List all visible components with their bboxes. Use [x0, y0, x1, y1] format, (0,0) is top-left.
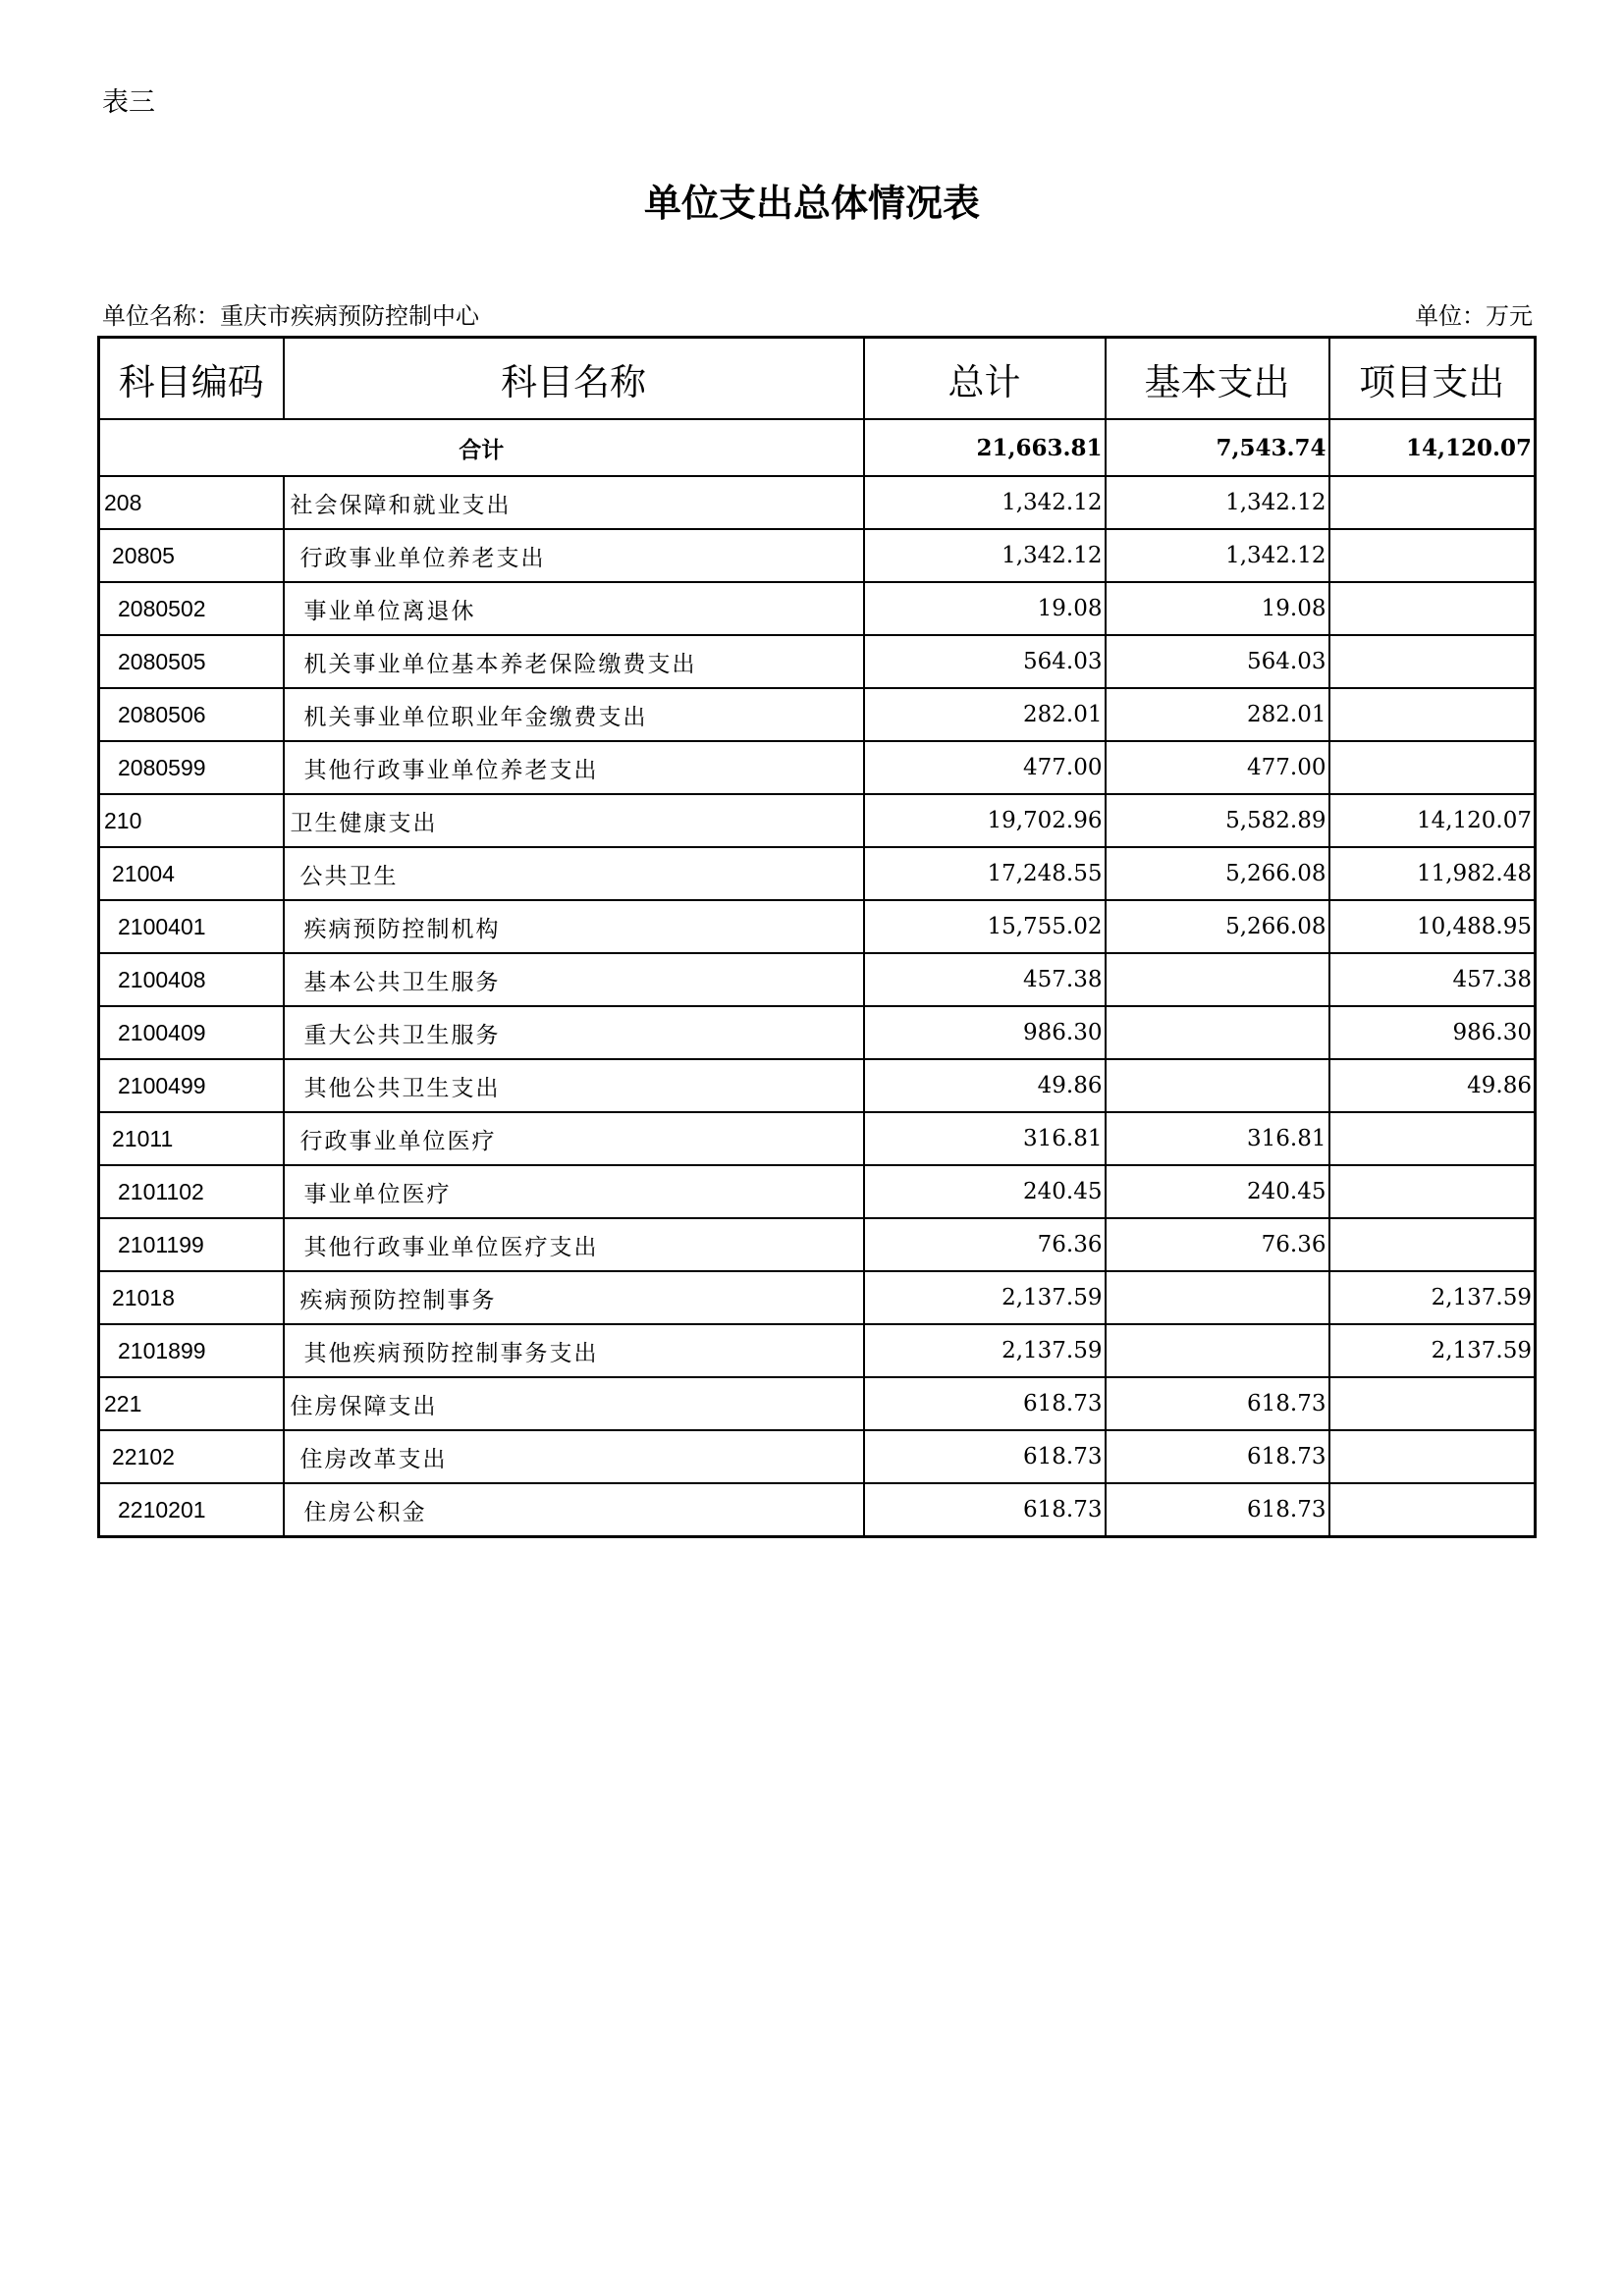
cell-basic [1106, 1006, 1329, 1059]
cell-project [1329, 1377, 1536, 1430]
header-basic: 基本支出 [1106, 338, 1329, 420]
cell-name: 住房公积金 [284, 1483, 864, 1537]
cell-name: 公共卫生 [284, 847, 864, 900]
cell-basic: 477.00 [1106, 741, 1329, 794]
cell-total: 1,342.12 [864, 529, 1106, 582]
table-row [99, 794, 1536, 847]
cell-project: 2,137.59 [1329, 1324, 1536, 1377]
table-row [99, 741, 1536, 794]
cell-total: 986.30 [864, 1006, 1106, 1059]
cell-code: 20805 [99, 529, 284, 582]
cell-name: 事业单位医疗 [284, 1165, 864, 1218]
cell-basic: 618.73 [1106, 1430, 1329, 1483]
cell-total: 76.36 [864, 1218, 1106, 1271]
cell-name: 疾病预防控制机构 [284, 900, 864, 953]
cell-basic: 76.36 [1106, 1218, 1329, 1271]
cell-project: 14,120.07 [1329, 794, 1536, 847]
total-project: 14,120.07 [1329, 419, 1536, 476]
table-row [99, 1324, 1536, 1377]
cell-total: 618.73 [864, 1430, 1106, 1483]
cell-basic: 19.08 [1106, 582, 1329, 635]
table-row [99, 1165, 1536, 1218]
table-row [99, 1377, 1536, 1430]
header-code: 科目编码 [99, 338, 284, 420]
total-basic: 7,543.74 [1106, 419, 1329, 476]
cell-basic [1106, 1324, 1329, 1377]
cell-basic: 5,266.08 [1106, 900, 1329, 953]
cell-total: 49.86 [864, 1059, 1106, 1112]
total-total: 21,663.81 [864, 419, 1106, 476]
cell-project: 457.38 [1329, 953, 1536, 1006]
expenditure-table [97, 336, 1537, 1538]
cell-basic [1106, 1271, 1329, 1324]
table-label: 表三 [102, 87, 155, 118]
cell-project: 2,137.59 [1329, 1271, 1536, 1324]
cell-project: 986.30 [1329, 1006, 1536, 1059]
cell-total: 2,137.59 [864, 1324, 1106, 1377]
cell-code: 2080502 [99, 582, 284, 635]
cell-project [1329, 476, 1536, 529]
page-title: 单位支出总体情况表 [643, 181, 980, 225]
cell-project: 49.86 [1329, 1059, 1536, 1112]
cell-code: 208 [99, 476, 284, 529]
cell-basic: 618.73 [1106, 1377, 1329, 1430]
cell-name: 住房保障支出 [284, 1377, 864, 1430]
cell-code: 21004 [99, 847, 284, 900]
cell-code: 210 [99, 794, 284, 847]
cell-code: 2100401 [99, 900, 284, 953]
header-row [99, 338, 1536, 420]
table-row [99, 1271, 1536, 1324]
cell-name: 疾病预防控制事务 [284, 1271, 864, 1324]
cell-total: 2,137.59 [864, 1271, 1106, 1324]
cell-project [1329, 1483, 1536, 1537]
table-row [99, 847, 1536, 900]
cell-name: 其他疾病预防控制事务支出 [284, 1324, 864, 1377]
cell-basic: 316.81 [1106, 1112, 1329, 1165]
cell-project [1329, 1218, 1536, 1271]
cell-name: 其他行政事业单位养老支出 [284, 741, 864, 794]
cell-name: 其他行政事业单位医疗支出 [284, 1218, 864, 1271]
cell-total: 19.08 [864, 582, 1106, 635]
cell-project [1329, 635, 1536, 688]
cell-code: 2080505 [99, 635, 284, 688]
table-row [99, 1430, 1536, 1483]
cell-total: 282.01 [864, 688, 1106, 741]
cell-name: 其他公共卫生支出 [284, 1059, 864, 1112]
cell-name: 机关事业单位基本养老保险缴费支出 [284, 635, 864, 688]
cell-total: 477.00 [864, 741, 1106, 794]
total-row [99, 419, 1536, 476]
header-name: 科目名称 [284, 338, 864, 420]
cell-total: 17,248.55 [864, 847, 1106, 900]
cell-total: 564.03 [864, 635, 1106, 688]
cell-code: 2210201 [99, 1483, 284, 1537]
table-row [99, 900, 1536, 953]
cell-code: 2101899 [99, 1324, 284, 1377]
cell-name: 卫生健康支出 [284, 794, 864, 847]
cell-code: 2101199 [99, 1218, 284, 1271]
cell-basic: 618.73 [1106, 1483, 1329, 1537]
cell-code: 221 [99, 1377, 284, 1430]
cell-name: 住房改革支出 [284, 1430, 864, 1483]
table-row [99, 953, 1536, 1006]
cell-basic: 564.03 [1106, 635, 1329, 688]
cell-basic [1106, 953, 1329, 1006]
cell-code: 22102 [99, 1430, 284, 1483]
cell-basic: 282.01 [1106, 688, 1329, 741]
cell-total: 457.38 [864, 953, 1106, 1006]
cell-project [1329, 1165, 1536, 1218]
cell-name: 行政事业单位医疗 [284, 1112, 864, 1165]
currency-unit: 单位：万元 [1415, 302, 1533, 330]
table-row [99, 529, 1536, 582]
cell-project [1329, 1112, 1536, 1165]
cell-code: 21018 [99, 1271, 284, 1324]
cell-name: 事业单位离退休 [284, 582, 864, 635]
cell-name: 机关事业单位职业年金缴费支出 [284, 688, 864, 741]
table-row [99, 1059, 1536, 1112]
cell-basic: 240.45 [1106, 1165, 1329, 1218]
cell-total: 618.73 [864, 1483, 1106, 1537]
cell-code: 2100408 [99, 953, 284, 1006]
cell-name: 重大公共卫生服务 [284, 1006, 864, 1059]
table-row [99, 1483, 1536, 1537]
cell-total: 15,755.02 [864, 900, 1106, 953]
cell-total: 1,342.12 [864, 476, 1106, 529]
table-row [99, 1112, 1536, 1165]
cell-name: 基本公共卫生服务 [284, 953, 864, 1006]
cell-code: 2100409 [99, 1006, 284, 1059]
table-row [99, 476, 1536, 529]
table-row [99, 1006, 1536, 1059]
cell-basic: 5,266.08 [1106, 847, 1329, 900]
cell-total: 19,702.96 [864, 794, 1106, 847]
cell-code: 2101102 [99, 1165, 284, 1218]
unit-name: 单位名称：重庆市疾病预防控制中心 [102, 302, 479, 330]
header-total: 总计 [864, 338, 1106, 420]
cell-total: 618.73 [864, 1377, 1106, 1430]
cell-project [1329, 582, 1536, 635]
cell-project [1329, 1430, 1536, 1483]
cell-project [1329, 529, 1536, 582]
cell-total: 240.45 [864, 1165, 1106, 1218]
cell-total: 316.81 [864, 1112, 1106, 1165]
cell-basic: 1,342.12 [1106, 529, 1329, 582]
cell-project [1329, 741, 1536, 794]
table-row [99, 688, 1536, 741]
cell-name: 社会保障和就业支出 [284, 476, 864, 529]
cell-project [1329, 688, 1536, 741]
cell-code: 2080599 [99, 741, 284, 794]
table-row [99, 1218, 1536, 1271]
header-project: 项目支出 [1329, 338, 1536, 420]
table-row [99, 635, 1536, 688]
cell-code: 2080506 [99, 688, 284, 741]
cell-basic [1106, 1059, 1329, 1112]
cell-basic: 1,342.12 [1106, 476, 1329, 529]
cell-basic: 5,582.89 [1106, 794, 1329, 847]
cell-code: 21011 [99, 1112, 284, 1165]
table-row [99, 582, 1536, 635]
cell-name: 行政事业单位养老支出 [284, 529, 864, 582]
cell-project: 11,982.48 [1329, 847, 1536, 900]
cell-project: 10,488.95 [1329, 900, 1536, 953]
total-label: 合计 [99, 419, 864, 476]
cell-code: 2100499 [99, 1059, 284, 1112]
